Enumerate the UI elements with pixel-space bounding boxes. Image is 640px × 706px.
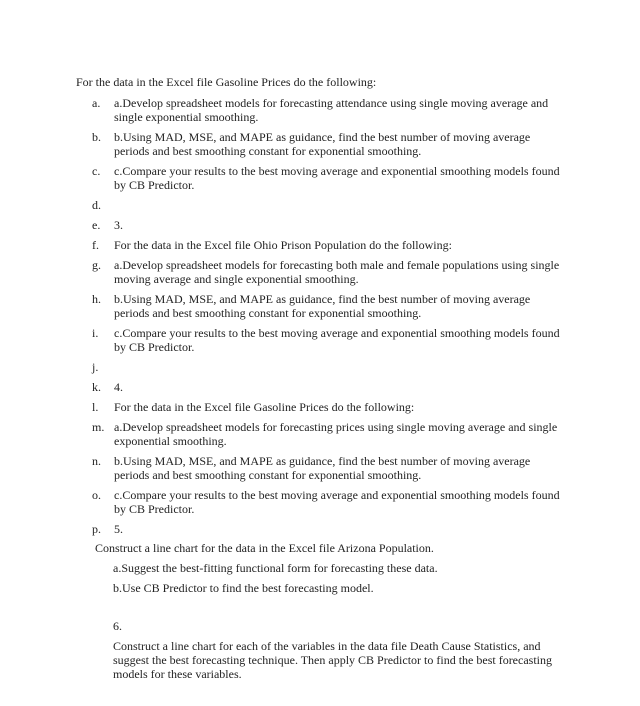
list-item-text: a.Develop spreadsheet models for forecasting attendance using single moving average and single exponential smoothing. [114,96,549,124]
list-marker: a. [92,96,101,110]
arizona-instruction: Construct a line chart for the data in the Excel file Arizona Population. [95,541,434,555]
list-item-text: c.Compare your results to the best moving average and exponential smoothing models found by CB Predictor. [114,164,560,192]
list-item [76,198,566,212]
list-marker: b. [92,130,101,144]
list-item-text: b.Using MAD, MSE, and MAPE as guidance, find the best number of moving average periods and best smoothing constant for exponential smoothing. [114,130,531,158]
list-item [76,326,566,354]
list-item-text: c.Compare your results to the best moving average and exponential smoothing models found by CB Predictor. [114,326,560,354]
list-marker: l. [92,400,99,414]
list-marker: i. [92,326,99,340]
intro-text: For the data in the Excel file Gasoline Prices do the following: [76,75,377,89]
arizona-part-a: a.Suggest the best-fitting functional form for forecasting these data. [113,561,438,575]
list-item-text: For the data in the Excel file Gasoline Prices do the following: [114,400,415,414]
problem-5-body [95,541,575,595]
list-item-text: a.Develop spreadsheet models for forecasting prices using single moving average and single exponential smoothing. [114,420,558,448]
list-item-text: 4. [114,380,123,394]
list-item [76,360,566,374]
list-item [76,258,566,286]
list-item [76,130,566,158]
lettered-list [76,96,566,542]
list-marker: n. [92,454,101,468]
list-item [76,380,566,394]
list-marker: d. [92,198,101,212]
list-item [76,96,566,124]
list-item [76,400,566,414]
list-item-text: b.Using MAD, MSE, and MAPE as guidance, find the best number of moving average periods and best smoothing constant for exponential smoothing. [114,454,531,482]
list-item-text: b.Using MAD, MSE, and MAPE as guidance, find the best number of moving average periods and best smoothing constant for exponential smoothing. [114,292,531,320]
list-item-text: 5. [114,522,123,536]
list-marker: c. [92,164,101,178]
list-item [76,238,566,252]
list-marker: k. [92,380,101,394]
list-marker: m. [92,420,105,434]
list-marker: j. [92,360,99,374]
list-item-text: 3. [114,218,123,232]
list-item [76,454,566,482]
list-item [76,420,566,448]
list-marker: p. [92,522,101,536]
list-marker: e. [92,218,101,232]
list-marker: f. [92,238,99,252]
list-item-text: c.Compare your results to the best moving average and exponential smoothing models found by CB Predictor. [114,488,560,516]
list-item [76,218,566,232]
list-item-text: a.Develop spreadsheet models for forecasting both male and female populations using single moving average and single exponential smoothing. [114,258,560,286]
arizona-part-b: b.Use CB Predictor to find the best forecasting model. [113,581,374,595]
list-item [76,164,566,192]
list-item [76,292,566,320]
problem-6-number: 6. [113,619,122,633]
list-marker: o. [92,488,101,502]
list-item-text: For the data in the Excel file Ohio Prison Population do the following: [114,238,452,252]
problem-6 [113,619,575,681]
problem-6-text: Construct a line chart for each of the variables in the data file Death Cause Statistics, and suggest the best forecasting technique. Then apply CB Predictor to find the best forecasting models for these variables. [113,639,553,681]
list-marker: g. [92,258,101,272]
list-item [76,488,566,516]
list-item [76,522,566,536]
list-marker: h. [92,292,101,306]
